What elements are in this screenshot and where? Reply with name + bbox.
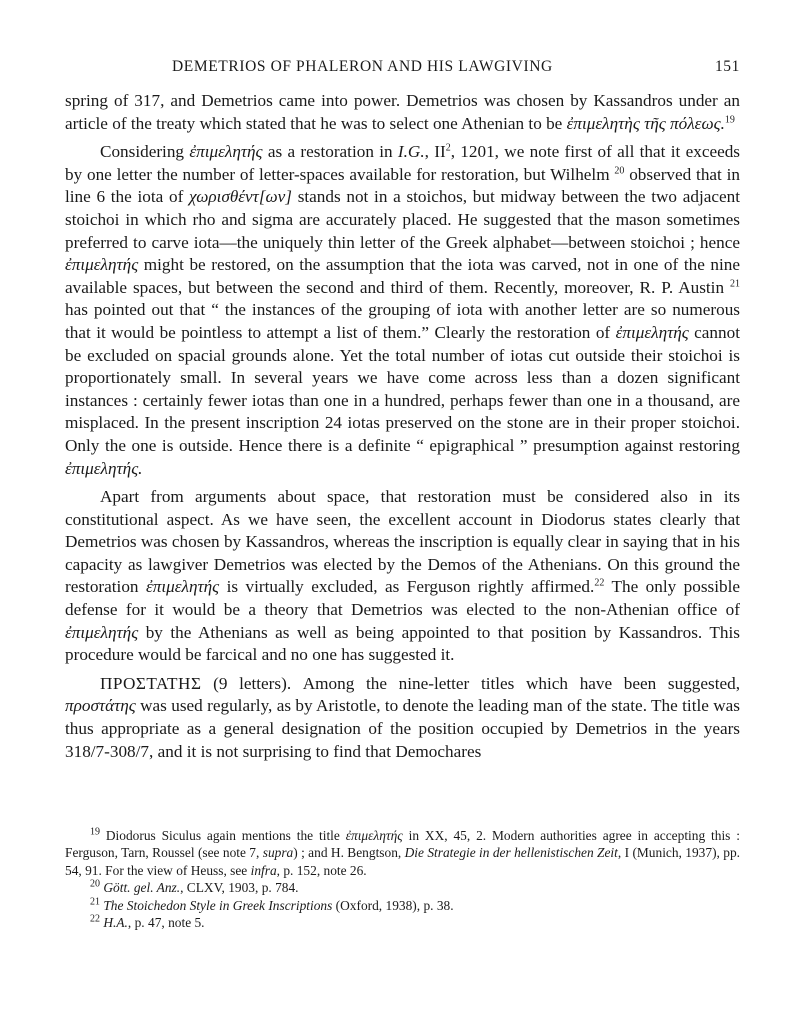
greek-term: ἐπιμελητής. (65, 458, 143, 478)
footnote-number: 20 (90, 878, 100, 890)
book-title: H.A. (103, 915, 128, 931)
running-title: DEMETRIOS OF PHALERON AND HIS LAWGIVING (172, 58, 553, 75)
text-run: has pointed out that “ the instances of the grouping of iota with another letter are so numerous that it would be pointless to attempt a list of them.” Clearly the restoration of (65, 300, 740, 342)
text-run: is virtually excluded, as Ferguson rightly affirmed. (219, 577, 595, 597)
greek-term: ἐπιμελητής (615, 322, 689, 342)
edition-superscript: 2 (445, 142, 451, 154)
citation-abbrev: I.G. (397, 142, 425, 162)
book-title: The Stoichedon Style in Greek Inscriptions (103, 897, 333, 913)
greek-term: ἐπιμελητής (189, 142, 263, 162)
footnote-19 (65, 827, 740, 879)
paragraph-3 (65, 486, 740, 667)
book-title: Die Strategie in der hellenistischen Zeit (404, 845, 618, 861)
text-run: Considering (100, 142, 190, 162)
greek-caps-title: ΠΡΟΣΤΑΤΗΣ (100, 673, 202, 693)
paragraph-2 (65, 141, 740, 480)
text-run: cannot be excluded on spacial grounds alone. Yet the total number of iotas cut outside their stoichoi is proportionately small. In several years we have come across less than a dozen significant instances : certainly fewer iotas than one in a hundred, perhaps fewer than one in a thousand, are misplaced. In the present inscription 24 iotas preserved on the stone are in their proper stoichoi. Only the one is outside. Hence there is a definite “ epigraphical ” presumption against restoring (65, 322, 740, 455)
text-run: , I (Munich, 1937), pp. 54, 91. For the view of Heuss, see (65, 845, 740, 878)
footnotes (65, 827, 740, 931)
greek-term: ἐπιμελητής (65, 255, 139, 275)
text-run: as a restoration in (262, 142, 398, 162)
footnote-ref-22: 22 (594, 577, 605, 589)
footnote-number: 19 (90, 826, 100, 838)
footnote-22 (65, 914, 740, 931)
text-run: The only possible defense for it would be a theory that Demetrios was elected to the non-Athenian office of (65, 577, 740, 620)
running-header (65, 58, 740, 84)
text-run: , 1201, we note first of all that it exceeds by one letter the number of letter-spaces available for restoration, but Wilhelm (65, 142, 740, 184)
footnote-ref-21: 21 (730, 278, 740, 290)
greek-term: ἐπιμελητής (65, 622, 139, 642)
text-run: spring of 317, and Demetrios came into power. Demetrios was chosen by Kassandros under an article of the treaty which stated that he was to select one Athenian to be (65, 91, 740, 133)
text-run: observed that in line 6 the iota of (65, 164, 741, 207)
text-run: (Oxford, 1938), p. 38. (332, 897, 454, 913)
text-run: , CLXV, 1903, p. 784. (180, 880, 299, 896)
greek-term: ἐπιμελητὴς τῆς πόλεως. (566, 113, 725, 133)
greek-term: ἐπιμελητής (145, 577, 220, 597)
greek-term: χωρισθέντ[ων] (189, 187, 292, 207)
text-run: by the Athenians as well as being appointed to that position by Kassandros. This procedure would be farcical and no one has suggested it. (65, 622, 740, 665)
text-run: might be restored, on the assumption that the iota was carved, not in one of the nine available spaces, but between the second and third of them. Recently, moreover, R. P. Austin (65, 255, 740, 297)
text-run: stands not in a stoichos, but midway between the two adjacent stoichoi in which rho and sigma are accurately placed. He suggested that the mason sometimes preferred to carve iota—the uniquely thin letter of the Greek alphabet—between stoichoi ; hence (65, 187, 740, 252)
footnote-ref-20: 20 (614, 165, 625, 177)
main-text (65, 90, 740, 763)
journal-title: Gött. gel. Anz. (103, 880, 181, 896)
text-run: ) ; and H. Bengtson, (293, 845, 405, 861)
text-run: Diodorus Siculus again mentions the title (100, 828, 346, 843)
footnote-21 (65, 897, 740, 914)
text-run: in XX, 45, 2. Modern authorities agree in accepting this : Ferguson, Tarn, Roussel (see note 7, (65, 828, 740, 861)
greek-term: ἐπιμελητής (345, 828, 403, 843)
text-run: , p. 152, note 26. (276, 862, 367, 878)
page-number: 151 (714, 58, 740, 75)
footnote-ref-19: 19 (724, 113, 735, 125)
text-run: Apart from arguments about space, that restoration must be considered also in its constitutional aspect. As we have seen, the excellent account in Diodorus states clearly that Demetrios was chosen by Kassandros, whereas the inscription is equally clear in saying that in his capacity as lawgiver Demetrios was elected by the Demos of the Athenians. On this ground the restoration (65, 487, 740, 597)
footnote-20 (65, 879, 740, 896)
paragraph-4 (65, 673, 740, 763)
italic-run: infra (250, 862, 277, 878)
italic-run: supra (262, 845, 294, 861)
paragraph-1 (65, 90, 740, 135)
text-run: , p. 47, note 5. (127, 915, 205, 931)
text-run: was used regularly, as by Aristotle, to denote the leading man of the state. The title was thus appropriate as a general designation of the position occupied by Demetrios in the years 318/7-308/7, and it is not surprising to find that Demochares (65, 696, 740, 761)
greek-term: προστάτης (65, 696, 136, 716)
footnote-number: 21 (90, 896, 100, 908)
text-run: , II (424, 142, 446, 162)
text-run: (9 letters). Among the nine-letter titles which have been suggested, (201, 673, 740, 693)
footnote-number: 22 (90, 913, 100, 925)
